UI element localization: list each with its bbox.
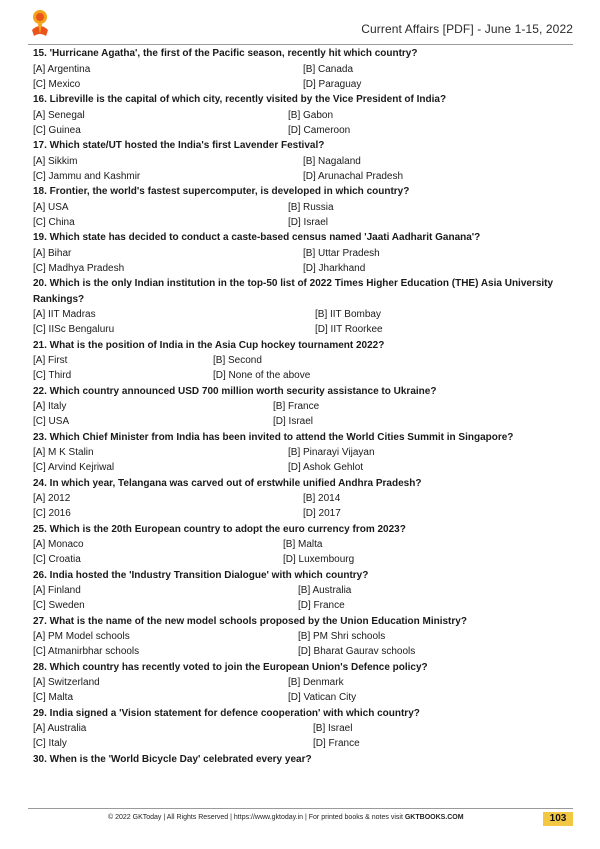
option-item: [D] Israel: [288, 216, 329, 228]
question-block: [33, 138, 573, 184]
option-item: [B] Malta: [283, 539, 323, 551]
option-item: [D] France: [298, 600, 345, 612]
question-text: 24. In which year, Telangana was carved out of erstwhile unified Andhra Pradesh?: [33, 477, 422, 489]
option-item: [B] Australia: [298, 585, 352, 597]
option-item: [B] Pinarayi Vijayan: [288, 447, 375, 459]
question-text: 17. Which state/UT hosted the India's first Lavender Festival?: [33, 140, 325, 151]
option-item: [C] Italy: [33, 738, 67, 750]
option-item: [C] USA: [33, 416, 70, 428]
question-block: [33, 522, 573, 568]
option-item: [C] Atmanirbhar schools: [33, 646, 140, 658]
option-item: [D] Arunachal Pradesh: [303, 170, 404, 182]
question-text: 30. When is the 'World Bicycle Day' celebrated every year?: [33, 753, 312, 765]
option-item: [B] Gabon: [288, 109, 334, 121]
question-block: [33, 276, 573, 338]
option-item: [C] Sweden: [33, 600, 85, 612]
question-block: [33, 430, 573, 476]
question-text: 16. Libreville is the capital of which city, recently visited by the Vice President of India?: [33, 94, 447, 105]
question-block: [33, 338, 573, 384]
option-item: [A] Senegal: [33, 109, 85, 121]
option-item: [D] Vatican City: [288, 692, 357, 704]
page-title: Current Affairs [PDF] - June 1-15, 2022: [361, 22, 573, 36]
question-text: 21. What is the position of India in the Asia Cup hockey tournament 2022?: [33, 339, 385, 351]
option-item: [C] Third: [33, 370, 72, 382]
option-item: [A] M K Stalin: [33, 447, 94, 459]
question-block: [33, 184, 573, 230]
option-item: [D] Paraguay: [303, 78, 362, 90]
option-item: [D] 2017: [303, 508, 341, 520]
option-item: [B] Israel: [313, 723, 353, 735]
option-item: [D] Bharat Gaurav schools: [298, 646, 416, 658]
option-item: [C] Malta: [33, 692, 74, 704]
option-item: [A] Bihar: [33, 247, 72, 259]
question-text: 20. Which is the only Indian institution in the top-50 list of 2022 Times Higher Education (THE) Asia University Rankings?: [33, 278, 554, 305]
option-item: [B] Denmark: [288, 677, 344, 689]
footer-brand: GKTBOOKS.COM: [404, 814, 464, 821]
options-grid: [33, 108, 573, 138]
option-item: [A] IIT Madras: [33, 309, 96, 321]
option-item: [C] IISc Bengaluru: [33, 324, 115, 336]
options-grid: [33, 154, 573, 184]
option-item: [D] Israel: [273, 416, 314, 428]
options-grid: [33, 353, 573, 383]
options-grid: [33, 491, 573, 521]
question-block: [33, 752, 573, 768]
option-item: [B] Nagaland: [303, 155, 361, 167]
options-grid: [33, 445, 573, 475]
option-item: [D] Cameroon: [288, 124, 351, 136]
option-item: [D] Luxembourg: [283, 554, 355, 566]
option-item: [D] Jharkhand: [303, 262, 366, 274]
question-block: [33, 230, 573, 276]
options-grid: [33, 629, 573, 659]
option-item: [B] PM Shri schools: [298, 631, 386, 643]
option-item: [A] Monaco: [33, 539, 84, 551]
option-item: [A] PM Model schools: [33, 631, 130, 643]
question-block: [33, 384, 573, 430]
question-block: [33, 706, 573, 752]
question-text: 29. India signed a 'Vision statement for defence cooperation' with which country?: [33, 707, 420, 719]
question-text: 23. Which Chief Minister from India has been invited to attend the World Cities Summit in Singapore?: [33, 431, 514, 443]
option-item: [A] Finland: [33, 585, 81, 597]
question-block: [33, 476, 573, 522]
option-item: [D] France: [313, 738, 360, 750]
option-item: [A] USA: [33, 201, 69, 213]
option-item: [B] Canada: [303, 63, 354, 75]
option-item: [C] Arvind Kejriwal: [33, 462, 115, 474]
option-item: [C] Croatia: [33, 554, 81, 566]
question-block: [33, 660, 573, 706]
question-block: [33, 92, 573, 138]
options-grid: [33, 399, 573, 429]
question-block: [33, 614, 573, 660]
option-item: [C] Jammu and Kashmir: [33, 170, 141, 182]
option-item: [D] None of the above: [213, 370, 311, 382]
option-item: [C] 2016: [33, 508, 71, 520]
question-text: 15. 'Hurricane Agatha', the first of the Pacific season, recently hit which country?: [33, 48, 418, 59]
question-block: [33, 568, 573, 614]
option-item: [A] Italy: [33, 401, 67, 413]
option-item: [B] Second: [213, 355, 262, 367]
options-grid: [33, 583, 573, 613]
option-item: [D] Ashok Gehlot: [288, 462, 364, 474]
option-item: [C] Madhya Pradesh: [33, 262, 125, 274]
page-number: 103: [543, 812, 573, 826]
option-item: [A] 2012: [33, 493, 71, 505]
option-item: [A] Argentina: [33, 63, 91, 75]
page-footer: [28, 808, 573, 831]
option-item: [C] Mexico: [33, 78, 81, 90]
option-item: [A] Switzerland: [33, 677, 100, 689]
option-item: [A] First: [33, 355, 68, 367]
options-grid: [33, 200, 573, 230]
question-text: 22. Which country announced USD 700 million worth security assistance to Ukraine?: [33, 385, 437, 397]
question-text: 28. Which country has recently voted to join the European Union's Defence policy?: [33, 661, 428, 673]
question-block: [33, 46, 573, 92]
option-item: [C] China: [33, 216, 75, 228]
option-item: [B] Russia: [288, 201, 334, 213]
option-item: [B] IIT Bombay: [315, 309, 381, 321]
gktoday-logo-icon: [28, 8, 52, 38]
options-grid: [33, 62, 573, 92]
option-item: [A] Australia: [33, 723, 87, 735]
options-grid: [33, 675, 573, 705]
question-text: 27. What is the name of the new model schools proposed by the Union Education Ministry?: [33, 615, 467, 627]
options-grid: [33, 246, 573, 276]
question-text: 18. Frontier, the world's fastest supercomputer, is developed in which country?: [33, 186, 410, 197]
option-item: [A] Sikkim: [33, 155, 78, 167]
footer-text: [108, 814, 464, 821]
options-grid: [33, 307, 573, 337]
question-text: 26. India hosted the 'Industry Transition Dialogue' with which country?: [33, 569, 369, 581]
footer-copyright: © 2022 GKToday | All Rights Reserved | https://www.gktoday.in | For printed books & notes visit: [108, 814, 403, 821]
option-item: [B] Uttar Pradesh: [303, 247, 380, 259]
option-item: [B] France: [273, 401, 320, 413]
option-item: [B] 2014: [303, 493, 341, 505]
options-grid: [33, 721, 573, 751]
page-header: [28, 8, 573, 45]
question-text: 19. Which state has decided to conduct a caste-based census named 'Jaati Aadharit Ganana'?: [33, 232, 481, 243]
question-list: [33, 46, 573, 767]
option-item: [C] Guinea: [33, 124, 81, 136]
options-grid: [33, 537, 573, 567]
option-item: [D] IIT Roorkee: [315, 324, 383, 336]
question-text: 25. Which is the 20th European country to adopt the euro currency from 2023?: [33, 523, 406, 535]
